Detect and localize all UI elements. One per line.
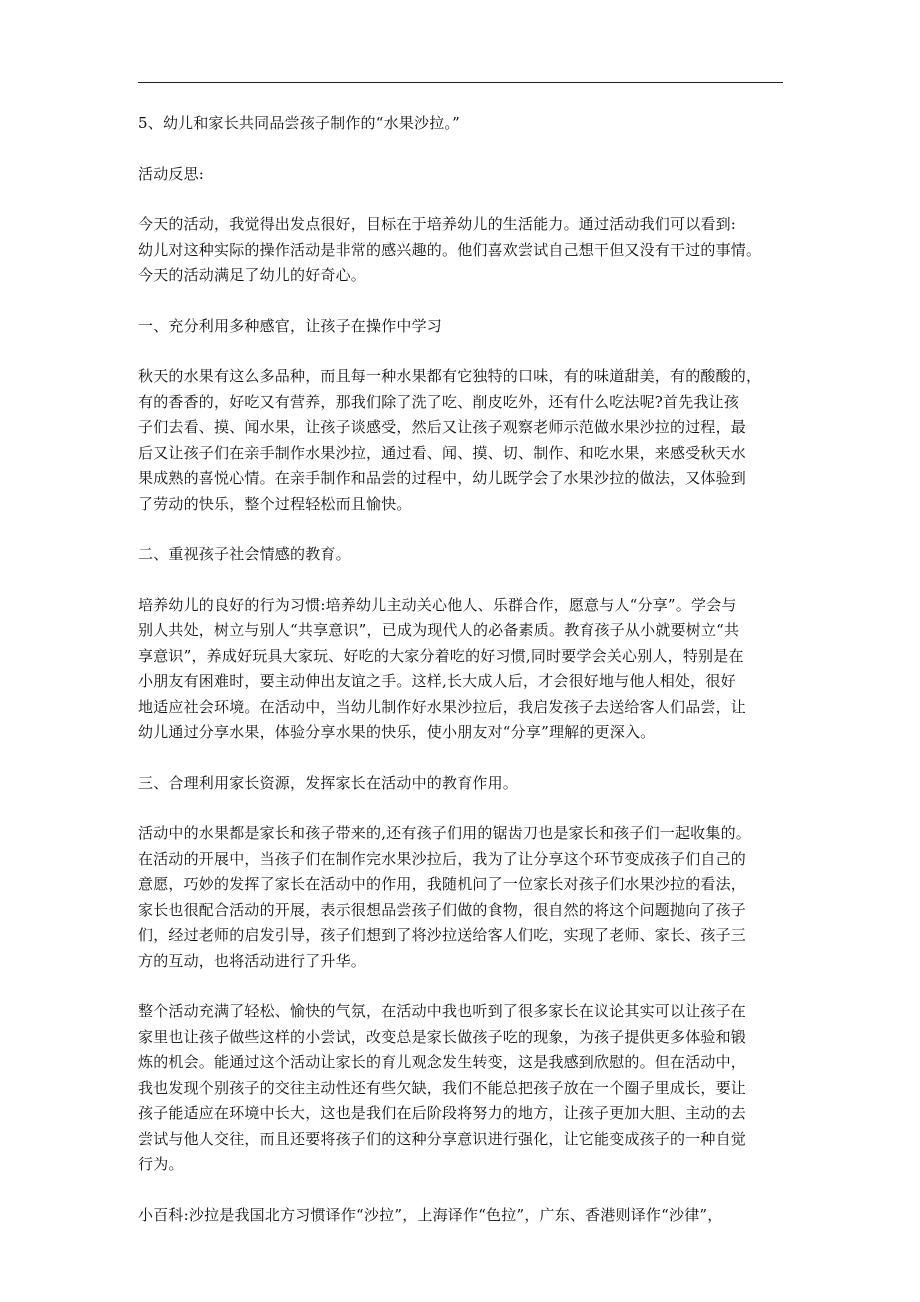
text-line: 小朋友有困难时，要主动伸出友谊之手。这样,长大成人后，才会很好地与他人相处，很好 xyxy=(138,672,736,690)
paragraph-step-5 xyxy=(138,111,790,137)
text-line: 在活动的开展中，当孩子们在制作完水果沙拉后，我为了让分享这个环节变成孩子们自己的 xyxy=(138,849,747,868)
text-line: 今天的活动，我觉得出发点很好，目标在于培养幼儿的生活能力。通过活动我们可以看到: xyxy=(138,215,737,233)
text-line: 二、重视孩子社会情感的教育。 xyxy=(138,545,351,563)
text-line: 子们去看、摸、闻水果，让孩子谈感受，然后又让孩子观察老师示范做水果沙拉的过程，最 xyxy=(138,418,747,436)
reflection-heading xyxy=(138,162,790,188)
text-line: 三、合理利用家长资源，发挥家长在活动中的教育作用。 xyxy=(138,773,519,792)
text-line: 了劳动的快乐，整个过程轻松而且愉快。 xyxy=(138,494,412,513)
section-1-heading xyxy=(138,314,790,340)
text-line: 后又让孩子们在亲手制作水果沙拉，通过看、闻、摸、切、制作、和吃水果，来感受秋天水 xyxy=(138,443,747,462)
header-divider xyxy=(138,82,783,83)
text-line: 活动中的水果都是家长和孩子带来的,还有孩子们用的锯齿刀也是家长和孩子们一起收集的。 xyxy=(138,824,751,842)
paragraph-section-3 xyxy=(138,821,790,974)
text-line: 意愿，巧妙的发挥了家长在活动中的作用，我随机问了一位家长对孩子们水果沙拉的看法， xyxy=(138,875,747,893)
text-line: 孩子能适应在环境中长大，这也是我们在后阶段将努力的地方，让孩子更加大胆、主动的去 xyxy=(138,1104,747,1122)
text-line: 今天的活动满足了幼儿的好奇心。 xyxy=(138,266,367,284)
text-line: 家里也让孩子做些这样的小尝试，改变总是家长做孩子吃的现象，为孩子提供更多体验和锻 xyxy=(138,1027,747,1046)
paragraph-section-2 xyxy=(138,593,790,746)
text-line: 方的互动，也将活动进行了升华。 xyxy=(138,951,367,970)
text-line: 行为。 xyxy=(138,1155,184,1173)
section-3-heading xyxy=(138,771,790,797)
paragraph-intro xyxy=(138,212,790,289)
text-line: 炼的机会。能通过这个活动让家长的育儿观念发生转变，这是我感到欣慰的。但在活动中， xyxy=(138,1053,747,1071)
paragraph-encyclopedia xyxy=(138,1203,790,1229)
text-line: 幼儿对这种实际的操作活动是非常的感兴趣的。他们喜欢尝试自己想干但又没有干过的事情。 xyxy=(138,240,762,259)
text-line: 别人共处，树立与别人“共享意识”，已成为现代人的必备素质。教育孩子从小就要树立“共 xyxy=(138,621,740,639)
text-line: 一、充分利用多种感官，让孩子在操作中学习 xyxy=(138,316,443,335)
text-line: 们，经过老师的启发引导，孩子们想到了将沙拉送给客人们吃，实现了老师、家长、孩子三 xyxy=(138,926,747,944)
document-body xyxy=(138,111,790,1253)
text-line: 享意识”，养成好玩具大家玩、好吃的大家分着吃的好习惯,同时要学会关心别人，特别是在 xyxy=(138,646,744,665)
text-line: 秋天的水果有这么多品种，而且每一种水果都有它独特的口味，有的味道甜美，有的酸酸的， xyxy=(138,367,762,385)
paragraph-section-1 xyxy=(138,364,790,517)
section-2-heading xyxy=(138,542,790,568)
text-line: 尝试与他人交往，而且还要将孩子们的这种分享意识进行强化，让它能变成孩子的一种自觉 xyxy=(138,1129,747,1148)
text-line: 幼儿通过分享水果，体验分享水果的快乐，使小朋友对“分享”理解的更深入。 xyxy=(138,723,656,741)
text-line: 培养幼儿的良好的行为习惯:培养幼儿主动关心他人、乐群合作，愿意与人“分享”。学会与 xyxy=(138,595,737,614)
text-line: 果成熟的喜悦心情。在亲手制作和品尝的过程中，幼儿既学会了水果沙拉的做法，又体验到 xyxy=(138,469,747,487)
paragraph-summary xyxy=(138,999,790,1178)
text-line: 整个活动充满了轻松、愉快的气氛，在活动中我也听到了很多家长在议论其实可以让孩子在 xyxy=(138,1002,747,1020)
text-line: 家长也很配合活动的开展，表示很想品尝孩子们做的食物，很自然的将这个问题抛向了孩子 xyxy=(138,900,747,919)
text-line: 有的香香的，好吃又有营养，那我们除了洗了吃、削皮吃外，还有什么吃法呢?首先我让孩 xyxy=(138,392,740,411)
text-line: 活动反思: xyxy=(138,164,205,183)
text-line: 地适应社会环境。在活动中，当幼儿制作好水果沙拉后，我启发孩子去送给客人们品尝，让 xyxy=(138,697,747,716)
text-line: 5、幼儿和家长共同品尝孩子制作的“水果沙拉。” xyxy=(138,114,460,132)
text-line: 小百科:沙拉是我国北方习惯译作“沙拉”，上海译作“色拉”，广东、香港则译作“沙律”， xyxy=(138,1205,723,1224)
text-line: 我也发现个别孩子的交往主动性还有些欠缺，我们不能总把孩子放在一个圈子里成长，要让 xyxy=(138,1078,747,1097)
